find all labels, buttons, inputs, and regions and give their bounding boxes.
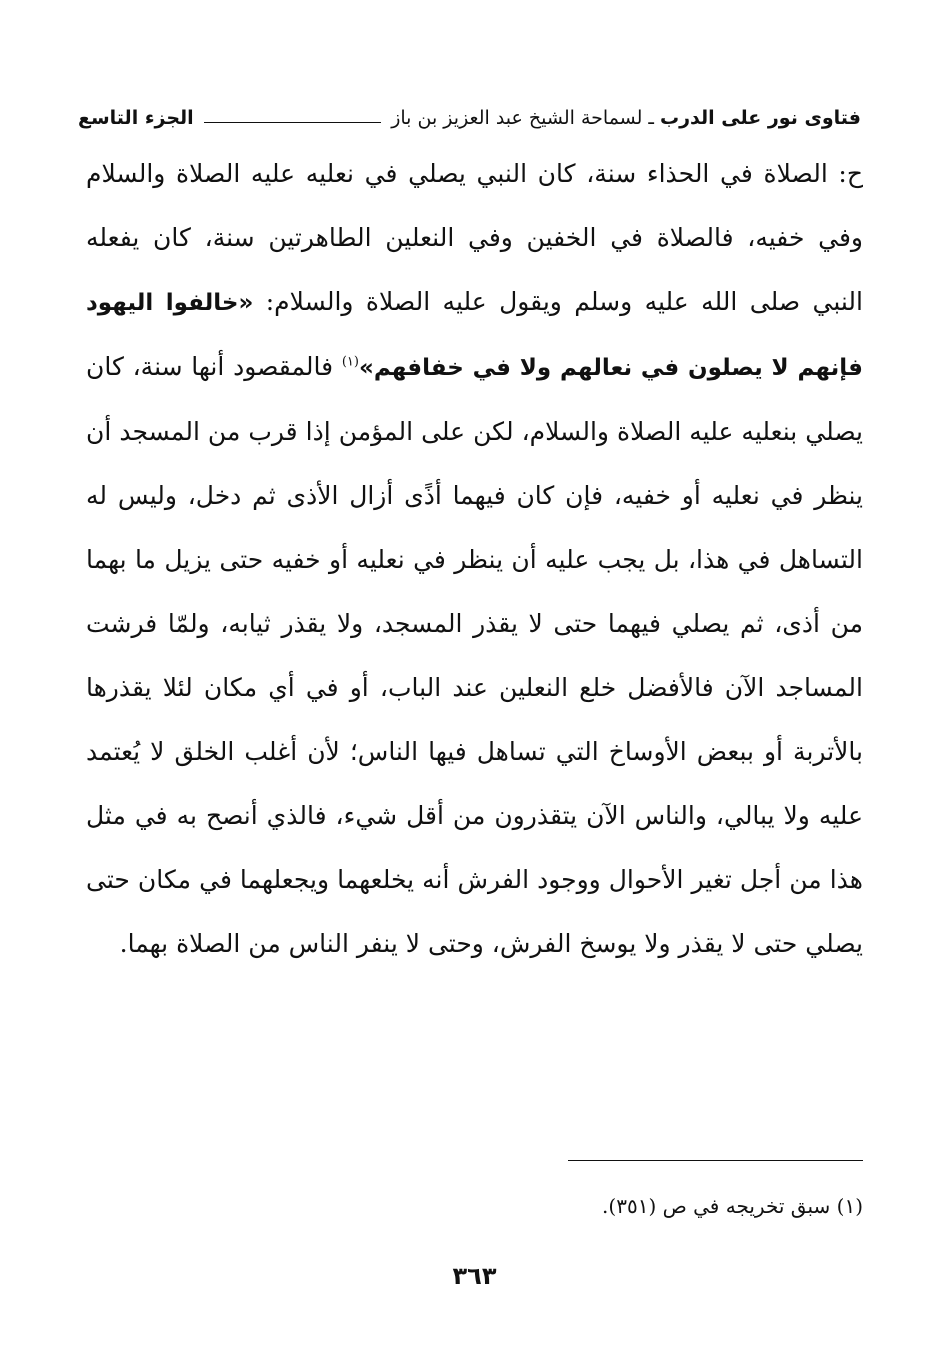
footnote-divider xyxy=(568,1160,863,1161)
running-header xyxy=(78,96,861,140)
main-text xyxy=(86,142,863,976)
footnote-reference: (١) xyxy=(341,354,359,370)
answer-paragraph xyxy=(86,142,863,976)
author-name: لسماحة الشيخ عبد العزيز بن باز xyxy=(391,107,643,129)
answer-intro: ح: الصلاة في الحذاء سنة، كان النبي يصلي في نعليه عليه الصلاة والسلام وفي خفيه، فالصلاة في الخفين وفي النعلين الطاهرتين سنة، كان يفعله النبي صلى الله عليه وسلم ويقول عليه الصلاة والسلام: xyxy=(86,159,863,316)
header-separator: ـ xyxy=(648,107,654,129)
hadith-quote: «خالفوا اليهود فإنهم لا يصلون في نعالهم ولا في خفافهم» xyxy=(86,290,863,381)
footnote: (١) سبق تخريجه في ص (٣٥١). xyxy=(602,1194,863,1218)
page-number: ٣٦٣ xyxy=(452,1262,497,1290)
header-rule xyxy=(204,122,382,123)
book-title: فتاوى نور على الدرب xyxy=(660,107,861,129)
answer-continuation: فالمقصود أنها سنة، كان يصلي بنعليه عليه الصلاة والسلام، لكن على المؤمن إذا قرب من المسجد أن ينظر في نعليه أو خفيه، فإن كان فيهما أذًى أزال الأذى ثم دخل، وليس له التساهل في هذا، بل يجب عليه أن ينظر في نعليه أو خفيه حتى يزيل ما بهما من أذى، ثم يصلي فيهما حتى لا يقذر المسجد، ولا يقذر ثيابه، ولمّا فرشت المساجد الآن فالأفضل خلع النعلين عند الباب، أو في أي مكان لئلا يقذرها بالأتربة أو ببعض الأوساخ التي تساهل فيها الناس؛ لأن أغلب الخلق لا يُعتمد عليه ولا يبالي، والناس الآن يتقذرون من أقل شيء، فالذي أنصح به في مثل هذا من أجل تغير الأحوال ووجود الفرش أنه يخلعهما ويجعلهما في مكان حتى يصلي حتى لا يقذر ولا يوسخ الفرش، وحتى لا ينفر الناس من الصلاة بهما. xyxy=(86,352,863,958)
volume-part: الجزء التاسع xyxy=(78,107,194,129)
